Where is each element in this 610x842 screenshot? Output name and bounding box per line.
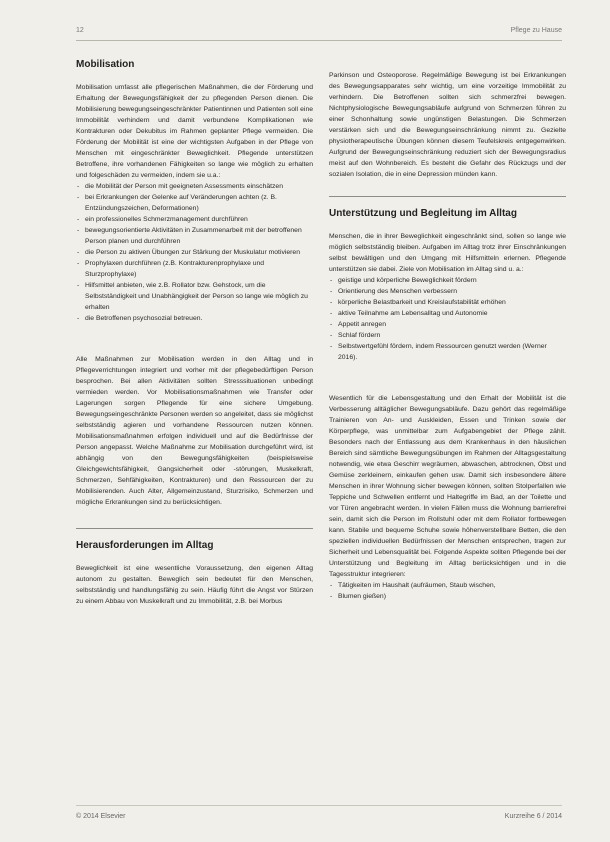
list-item: - ein professionelles Schmerzmanagement durchführen [76, 214, 313, 225]
list-item: - die Person zu aktiven Übungen zur Stärkung der Muskulatur motivieren [76, 247, 313, 258]
list-item: - Appetit anregen [329, 319, 566, 330]
list-item: - bei Erkrankungen der Gelenke auf Veränderungen achten (z. B. Entzündungszeichen, Deformationen) [76, 192, 313, 214]
mobilisation-intro: Mobilisation umfasst alle pflegerischen Maßnahmen, die der Förderung und Erhaltung der Bewegungsfähigkeit der zu pflegenden Person dienen. Die Mobilisierung bewegungseingeschränkter Patientinnen und Patienten soll eine Immobilität verhindern und damit verbundene Komplikationen wie Kontrakturen oder Dekubitus im Rahmen geplanter Pflege vermeiden. Die Förderung der Mobilität ist eine der wichtigsten Aufgaben in der Pflege von Menschen mit eingeschränkter Beweglichkeit. Pflegende unterstützen Betroffene, ihre vorhandenen Fähigkeiten so lange wie möglich zu erhalten und folgeschäden zu vermeiden, indem sie u.a.: [76, 84, 313, 179]
section-heading-mobilisation: Mobilisation [76, 59, 135, 70]
list-item: - die Betroffenen psychosozial betreuen. [76, 313, 313, 324]
running-title: Pflege zu Hause [510, 27, 562, 34]
left-column [76, 58, 313, 607]
list-item: - Schlaf fördern [329, 330, 566, 341]
list-item: - Selbstwertgefühl fördern, indem Ressourcen genutzt werden (Werner 2016). [329, 341, 566, 363]
list-item: - körperliche Belastbarkeit und Kreislaufstabilität erhöhen [329, 297, 566, 308]
list-item: - geistige und körperliche Beweglichkeit fördern [329, 275, 566, 286]
list-item: - Prophylaxen durchführen (z.B. Kontrakturenprophylaxe und Sturzprophylaxe) [76, 258, 313, 280]
mobilisation-goals-list [329, 275, 566, 363]
header-rule [76, 40, 562, 41]
alltag-aspects-list [329, 580, 566, 602]
list-item: - die Mobilität der Person mit geeigneten Assessments einschätzen [76, 181, 313, 192]
unterstuetzung-intro: Menschen, die in ihrer Beweglichkeit eingeschränkt sind, sollen so lange wie möglich selbstständig bleiben. Aufgaben im Alltag trotz ihrer Einschränkungen selbst bewältigen und den Umgang mit Hilfsmitteln erlernen. Pflegende unterstützen sie dabei. Ziele von Mobilisation im Alltag sind u. a.: [329, 233, 566, 273]
herausforderungen-body: Beweglichkeit ist eine wesentliche Voraussetzung, den eigenen Alltag autonom zu gestalten. Beweglich sein bedeutet für den Menschen, selbstständig und handlungsfähig zu sein. Häufig führt die Angst vor Stürzen zu einem Abbau von Muskelkraft und zu Immobilität, z.B. bei Morbus [76, 565, 313, 605]
section-heading-unterstuetzung: Unterstützung und Begleitung im Alltag [329, 208, 517, 219]
footer-rule [76, 805, 562, 806]
section-heading-herausforderungen: Herausforderungen im Alltag [76, 540, 214, 551]
page-number: 12 [76, 27, 84, 34]
right-column [329, 70, 566, 602]
herausforderungen-continuation: Parkinson und Osteoporose. Regelmäßige Bewegung ist bei Erkrankungen des Bewegungsapparates sehr wichtig, um eine vorzeitige Immobilität zu verhindern. Die Betroffenen sollten sich schmerzfrei bewegen. Nichtphysiologische Bewegungsabläufe aufgrund von Schmerzen führen zu einer Schonhaltung sowie ungünstigen Belastungen. Die Schmerzen verstärken sich und die Bewegungseinschränkung nimmt zu. Gezielte physiotherapeutische Übungen können diesem Teufelskreis entgegenwirken. Aufgrund der Bewegungseinschränkung reduziert sich der Bewegungsradius meist auf den Wohnbereich. Es besteht die Gefahr des Rückzugs und der sozialen Isolation, die in eine Depression münden kann. [329, 72, 566, 178]
list-item: - aktive Teilnahme am Lebensalltag und Autonomie [329, 308, 566, 319]
mobilisation-task-list [76, 181, 313, 324]
list-item: - bewegungsorientierte Aktivitäten in Zusammenarbeit mit der betroffenen Person planen und durchführen [76, 225, 313, 247]
list-item: - Orientierung des Menschen verbessern [329, 286, 566, 297]
list-item: - Hilfsmittel anbieten, wie z.B. Rollator bzw. Gehstock, um die Selbstständigkeit und Unabhängigkeit der Person so lange wie möglich zu erhalten [76, 280, 313, 313]
unterstuetzung-body: Wesentlich für die Lebensgestaltung und den Erhalt der Mobilität ist die Verbesserung alltäglicher Bewegungsabläufe. Dazu gehört das regelmäßige Trainieren von An- und Auskleiden, Essen und Trinken sowie der Körperpflege, was unmittelbar zum Aufgabengebiet der Pflege zählt. Besonders nach der Entlassung aus dem Krankenhaus in den häuslichen Bereich sind sämtliche Bewegungsübungen im Rahmen der Alltagsgestaltung notwendig, wie etwa Geschirr wegräumen, abwaschen, abtrocknen, Obst und Gemüse zerkleinern, einkaufen gehen usw. Damit sich insbesondere ältere Menschen in ihrer Wohnung sicher bewegen können, sollten Stolperfallen wie Teppiche und Schwellen entfernt und Haltegriffe im Bad, an der Toilette und vor Türen angebracht werden. In vielen Fällen muss die Wohnung barrierefrei sein, damit sich die Person im Rollstuhl oder mit dem Rollator fortbewegen kann. Stabile und bequeme Schuhe sowie höhenverstellbare Betten, die den speziellen individuellen Bedürfnissen der Menschen entsprechen, tragen zur Sicherheit und Lebensqualität bei. Folgende Aspekte sollten Pflegende bei der Unterstützung und Begleitung im Alltag berücksichtigen und in die Tagesstruktur integrieren: [329, 395, 566, 578]
footer-issue: Kurzreihe 6 / 2014 [504, 813, 562, 820]
list-item: - Tätigkeiten im Haushalt (aufräumen, Staub wischen, [329, 580, 566, 591]
mobilisation-body: Alle Maßnahmen zur Mobilisation werden in den Alltag und in Pflegeverrichtungen integriert und vorher mit der pflegebedürftigen Person besprochen. Bei allen Aktivitäten sollten Stresssituationen unbedingt vermieden werden. Vor Mobilisationsmaßnahmen wie Transfer oder Lagerungen sorgen Pflegende für eine sichere Umgebung. Bewegungseingeschränkte Personen werden so angeleitet, dass sie möglichst selbstständig agieren und vorhandene Ressourcen nutzen können. Mobilisationsmaßnahmen erfolgen individuell und auf die Bedürfnisse der Person angepasst. Welche Maßnahme zur Mobilisation durchgeführt wird, ist abhängig von den Bewegungsfähigkeiten (beispielsweise Gleichgewichtsfähigkeit, Gangsicherheit oder -störungen, Muskelkraft, Schmerzen, Sehfähigkeiten, Kontrakturen) und den Ressourcen der zu Mobilisierenden. Auch Alter, Allgemeinzustand, Sturzrisiko, Schmerzen und mögliche Erkrankungen sind zu berücksichtigen. [76, 356, 313, 506]
list-item: - Blumen gießen) [329, 591, 566, 602]
footer-copyright: © 2014 Elsevier [76, 813, 126, 820]
